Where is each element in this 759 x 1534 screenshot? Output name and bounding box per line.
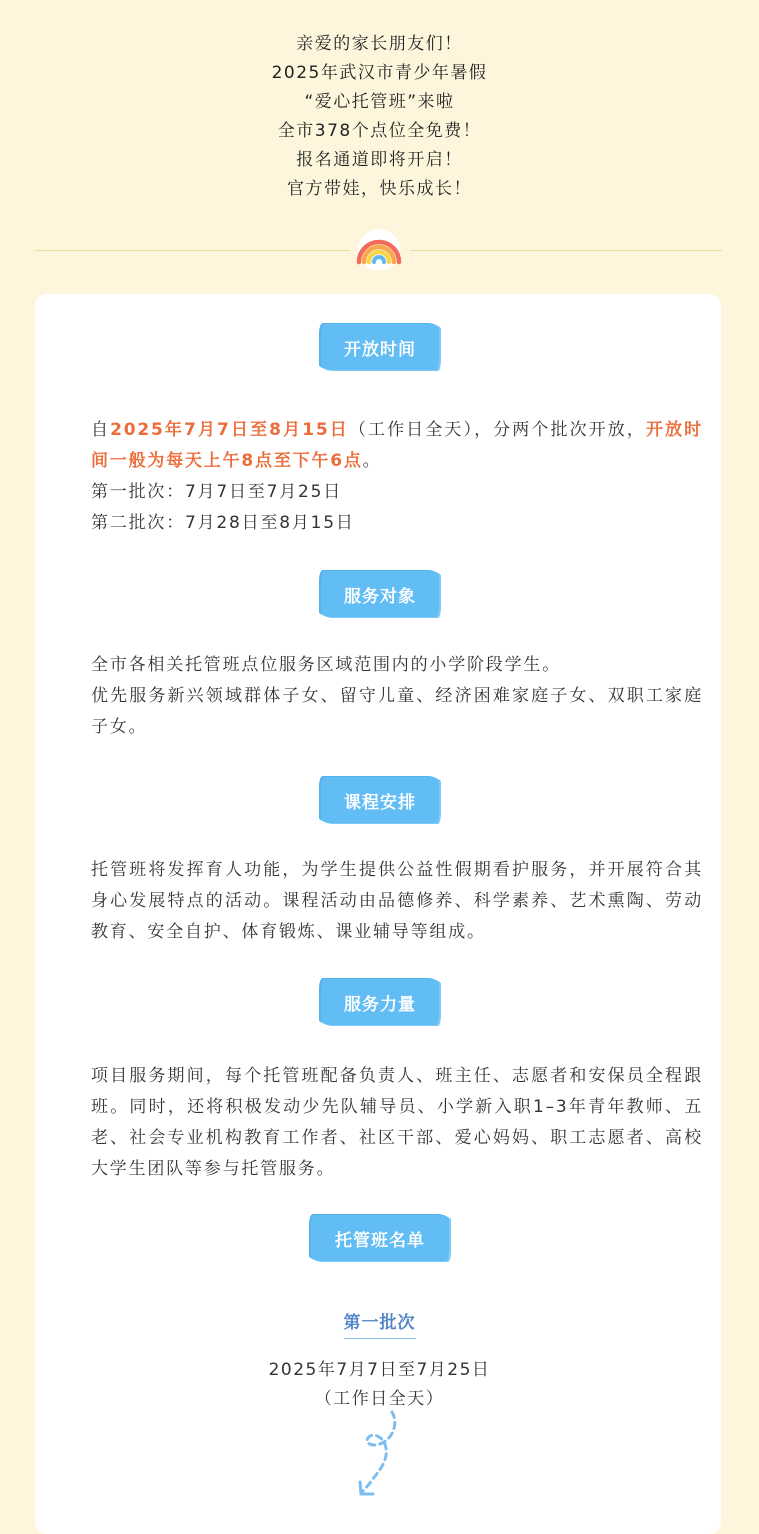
- intro-line: 亲爱的家长朋友们！: [296, 34, 463, 54]
- paragraph: 项目服务期间，每个托管班配备负责人、班主任、志愿者和安保员全程跟班。同时，还将积极发动少先队辅导员、小学新入职1–3年青年教师、五老、社会专业机构教育工作者、社区干部、爱心妈妈、职工志愿者、高校大学生团队等参与托管服务。: [91, 1066, 703, 1179]
- section-tag-service-force: 服务力量: [321, 979, 439, 1025]
- divider-left: [35, 250, 350, 251]
- service-target-text: [53, 650, 703, 743]
- divider-right: [410, 250, 722, 251]
- batch-one-line: 第一批次：7月7日至7月25日: [91, 482, 343, 502]
- intro-line: 2025年武汉市青少年暑假: [271, 63, 488, 83]
- intro-line: 官方带娃，快乐成长！: [287, 179, 472, 199]
- paragraph: 优先服务新兴领域群体子女、留守儿童、经济困难家庭子女、双职工家庭子女。: [91, 686, 703, 737]
- intro-line: 报名通道即将开启！: [296, 150, 463, 170]
- service-force-text: [53, 1061, 703, 1185]
- paragraph: 全市各相关托管班点位服务区域范围内的小学阶段学生。: [91, 655, 561, 675]
- highlight-dates: 2025年7月7日至8月15日: [110, 420, 349, 440]
- section-tag-course: 课程安排: [321, 777, 439, 823]
- text-span: 。: [362, 451, 382, 471]
- batch-date: 2025年7月7日至7月25日: [268, 1360, 491, 1380]
- batch-heading: [0, 1308, 759, 1339]
- paragraph: 托管班将发挥育人功能，为学生提供公益性假期看护服务，并开展符合其身心发展特点的活动。课程活动由品德修养、科学素养、艺术熏陶、劳动教育、安全自护、体育锻炼、课业辅导等组成。: [91, 860, 703, 942]
- intro-text: [0, 30, 759, 204]
- text-span: 自: [91, 420, 111, 440]
- batch-title: 第一批次: [344, 1308, 416, 1339]
- rainbow-icon: [349, 226, 409, 270]
- intro-line: “爱心托管班”来啦: [304, 92, 455, 112]
- open-time-text: [53, 415, 703, 539]
- intro-line: 全市378个点位全免费！: [277, 121, 482, 141]
- section-tag-service-target: 服务对象: [321, 571, 439, 617]
- batch-two-line: 第二批次：7月28日至8月15日: [91, 513, 355, 533]
- batch-note: （工作日全天）: [314, 1389, 445, 1409]
- section-tag-class-list: 托管班名单: [311, 1215, 449, 1261]
- dashed-arrow-icon: [350, 1408, 410, 1500]
- course-text: [53, 855, 703, 948]
- text-span: （工作日全天），分两个批次开放，: [348, 420, 646, 440]
- section-tag-open-time: 开放时间: [321, 324, 439, 370]
- highlight-hours: 开放时间一般为每天上午8点至下午6点: [91, 420, 703, 471]
